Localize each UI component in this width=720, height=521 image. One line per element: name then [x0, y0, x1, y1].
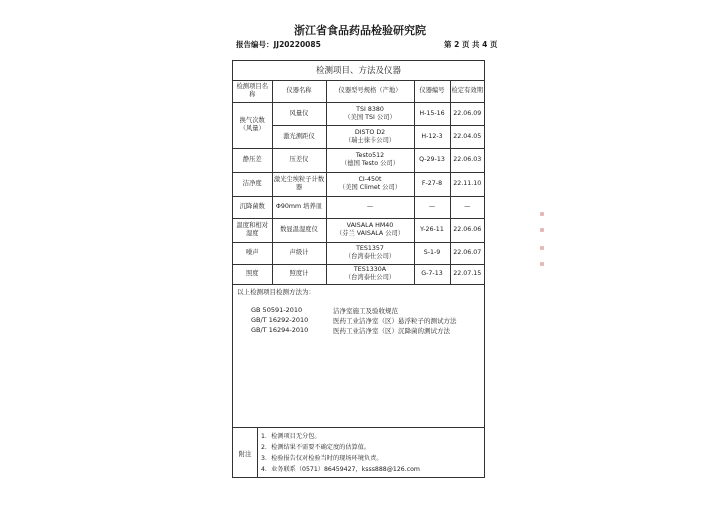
- header-id: 仪器编号: [414, 81, 450, 102]
- seam-stamp-mark: [540, 228, 544, 232]
- instrument-cell: 压差仪: [272, 148, 326, 172]
- instrument-cell: 激光测距仪: [272, 125, 326, 148]
- valid-cell: 22.06.09: [450, 102, 484, 125]
- methods-intro: 以上检测项目检测方法为：: [237, 288, 315, 296]
- valid-cell: 22.07.15: [450, 264, 484, 284]
- origin-text: （美国 Climet 公司）: [338, 184, 402, 191]
- model-cell: [326, 148, 414, 172]
- id-cell: Q-29-13: [414, 148, 450, 172]
- instrument-table: [233, 81, 484, 285]
- notes-section: [233, 427, 484, 478]
- model-cell: [326, 196, 414, 218]
- instrument-cell: 照度计: [272, 264, 326, 284]
- valid-cell: 22.06.03: [450, 148, 484, 172]
- id-cell: H-12-3: [414, 125, 450, 148]
- id-cell: Y-26-11: [414, 218, 450, 242]
- note-line: 4．业务联系（0571）86459427，ksss888@126.com: [261, 466, 420, 473]
- method-code: GB/T 16294-2010: [251, 326, 309, 334]
- model-cell: [326, 102, 414, 125]
- method-name: 医药工业洁净室（区）悬浮粒子的测试方法: [333, 317, 457, 325]
- method-name: 洁净室施工及验收规范: [333, 307, 398, 315]
- item-cell: 静压差: [233, 148, 272, 172]
- model-text: DISTO D2: [354, 128, 386, 136]
- model-cell: [326, 125, 414, 148]
- instrument-cell: 声级计: [272, 242, 326, 264]
- instrument-cell: Φ90mm 培养皿: [272, 196, 326, 218]
- id-cell: F-27-8: [414, 172, 450, 196]
- id-cell: H-15-16: [414, 102, 450, 125]
- item-cell: 温度和相对湿度: [233, 218, 272, 242]
- document-title: 浙江省食品药品检验研究院: [294, 24, 426, 37]
- model-text: —: [366, 203, 374, 211]
- seam-stamp-mark: [540, 246, 544, 250]
- id-cell: G-7-13: [414, 264, 450, 284]
- method-code: GB/T 16292-2010: [251, 316, 309, 324]
- header-model: 仪器型号规格（产地）: [326, 81, 414, 102]
- origin-text: （芬兰 VAISALA 公司）: [335, 230, 405, 237]
- model-text: TSI 8380: [356, 105, 384, 113]
- notes-label: 附注: [233, 428, 258, 478]
- header-valid: 检定有效期: [450, 81, 484, 102]
- model-cell: [326, 172, 414, 196]
- report-number: 报告编号：JJ20220085: [236, 40, 321, 49]
- model-text: VAISALA HM40: [346, 222, 394, 230]
- model-text: TES1330A: [353, 266, 387, 274]
- header-item: 检测项目名称: [233, 81, 272, 102]
- section-title: 检测项目、方法及仪器: [233, 61, 484, 81]
- method-code: GB 50591-2010: [251, 306, 303, 314]
- seam-stamp-mark: [540, 262, 544, 266]
- table-row: [233, 218, 484, 242]
- model-text: TES1357: [356, 245, 384, 253]
- page-number: 第 2 页 共 4 页: [444, 40, 498, 49]
- id-cell: —: [414, 196, 450, 218]
- table-row: [233, 102, 484, 125]
- header-instrument: 仪器名称: [272, 81, 326, 102]
- model-cell: [326, 264, 414, 284]
- valid-cell: 22.11.10: [450, 172, 484, 196]
- note-line: 3．检验报告仅对检验当时的现场环境负责。: [261, 455, 383, 462]
- origin-text: （台湾泰仕公司）: [344, 253, 396, 260]
- table-row: [233, 242, 484, 264]
- model-cell: [326, 242, 414, 264]
- item-cell: 沉降菌数: [233, 196, 272, 218]
- id-cell: S-1-9: [414, 242, 450, 264]
- table-row: [233, 172, 484, 196]
- valid-cell: —: [450, 196, 484, 218]
- table-row: [233, 264, 484, 284]
- instrument-cell: 风量仪: [272, 102, 326, 125]
- origin-text: （瑞士徕卡公司）: [344, 136, 396, 144]
- item-cell: 照度: [233, 264, 272, 284]
- model-text: CI-450t: [358, 176, 382, 184]
- valid-cell: 22.06.06: [450, 218, 484, 242]
- instrument-cell: 激光尘埃粒子计数器: [272, 172, 326, 196]
- item-cell: 噪声: [233, 242, 272, 264]
- origin-text: （台湾泰仕公司）: [344, 274, 396, 281]
- origin-text: （德国 Testo 公司）: [340, 160, 400, 167]
- valid-cell: 22.06.07: [450, 242, 484, 264]
- model-cell: [326, 218, 414, 242]
- item-cell: 换气次数（风量）: [233, 102, 272, 148]
- note-line: 2．检测结果不需要不确定度的估算值。: [261, 444, 371, 451]
- table-row: [233, 196, 484, 218]
- note-line: 1．检测项目无分包。: [261, 433, 321, 440]
- model-text: Testo512: [355, 152, 385, 160]
- table-header-row: [233, 81, 484, 102]
- method-name: 医药工业洁净室（区）沉降菌的测试方法: [333, 327, 450, 335]
- item-cell: 洁净度: [233, 172, 272, 196]
- seam-stamp-mark: [540, 212, 544, 216]
- origin-text: （美国 TSI 公司）: [344, 113, 396, 121]
- valid-cell: 22.04.05: [450, 125, 484, 148]
- report-frame: [232, 60, 485, 478]
- table-row: [233, 148, 484, 172]
- instrument-cell: 数显温湿度仪: [272, 218, 326, 242]
